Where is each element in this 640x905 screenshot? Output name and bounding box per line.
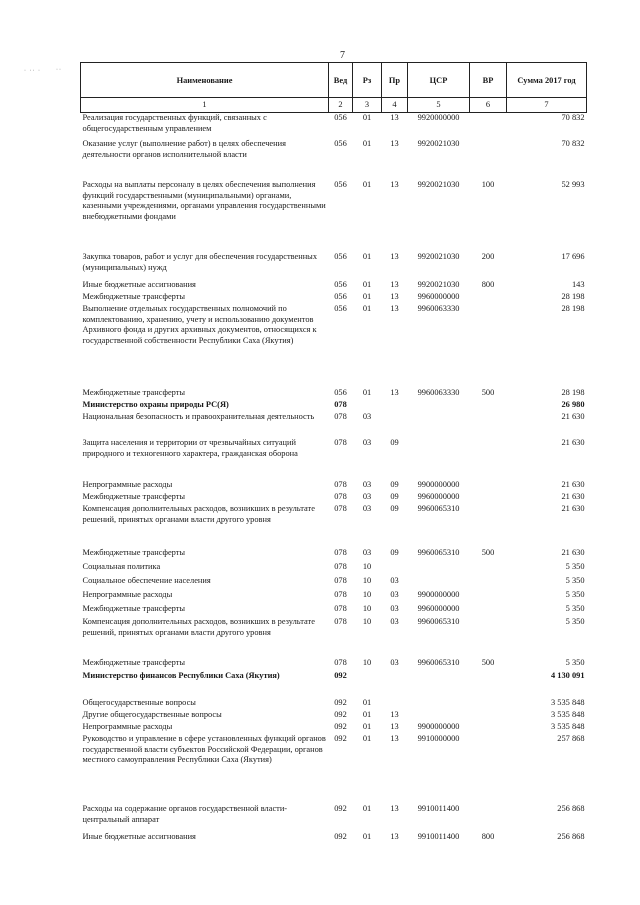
- column-number: 2: [329, 98, 353, 113]
- page-number: 7: [340, 50, 345, 61]
- cell-rz: 01: [362, 113, 372, 122]
- cell-rz: 01: [362, 722, 372, 731]
- cell-pr: 09: [390, 480, 399, 489]
- cell-sum: 21 630: [561, 492, 585, 501]
- cell-vr: [470, 671, 507, 698]
- cell-sum: 21 630: [561, 480, 585, 489]
- cell-pr: 13: [390, 388, 399, 397]
- cell-pr: [382, 698, 408, 710]
- cell-csr: [408, 576, 470, 590]
- cell-name: Межбюджетные трансферты: [82, 658, 186, 667]
- table-row: [81, 590, 587, 604]
- table-row: [81, 617, 587, 658]
- header-name: Наименование: [81, 63, 329, 98]
- cell-ved: 078: [334, 604, 347, 613]
- cell-csr: [408, 671, 470, 698]
- table-row: [81, 710, 587, 722]
- cell-vr: 800: [481, 280, 495, 289]
- cell-csr: 9900000000: [417, 722, 460, 731]
- cell-vr: [470, 604, 507, 617]
- cell-pr: 13: [390, 139, 399, 148]
- cell-sum: 3 535 848: [551, 710, 585, 719]
- cell-csr: 9910000000: [417, 734, 460, 743]
- cell-name: Иные бюджетные ассигнования: [82, 832, 196, 841]
- cell-vr: [470, 139, 507, 180]
- cell-csr: [408, 562, 470, 576]
- cell-vr: [470, 590, 507, 604]
- cell-vr: 100: [481, 180, 495, 189]
- cell-vr: 500: [481, 388, 495, 397]
- table-row: [81, 804, 587, 832]
- cell-ved: 078: [334, 412, 347, 421]
- column-number: 4: [382, 98, 408, 113]
- cell-name: Непрограммные расходы: [82, 722, 173, 731]
- cell-rz: 10: [362, 658, 372, 667]
- cell-name: Расходы на выплаты персоналу в целях обеспечения выполнения функций государственными (муниципальными) органами, казенными учреждениями, органами управления государственными внебюджетными фондами: [82, 180, 326, 221]
- cell-rz: 10: [362, 576, 372, 585]
- cell-sum: 256 868: [557, 832, 585, 841]
- cell-pr: 13: [390, 304, 399, 313]
- cell-sum: 21 630: [561, 548, 585, 557]
- cell-ved: 078: [334, 576, 347, 585]
- cell-csr: 9960000000: [417, 492, 460, 501]
- cell-ved: 078: [334, 562, 347, 571]
- cell-ved: 092: [334, 671, 347, 680]
- cell-vr: [470, 617, 507, 658]
- table-body: [81, 113, 587, 845]
- cell-sum: 28 198: [561, 388, 585, 397]
- cell-sum: 257 868: [557, 734, 585, 743]
- cell-csr: [408, 438, 470, 480]
- header-csr: ЦСР: [408, 63, 470, 98]
- cell-ved: 092: [334, 734, 347, 743]
- cell-name: Межбюджетные трансферты: [82, 388, 186, 397]
- cell-name: Расходы на содержание органов государственной власти- центральный аппарат: [82, 804, 288, 824]
- column-number-row: [81, 98, 587, 113]
- table-header: [81, 63, 587, 113]
- cell-rz: [353, 671, 382, 698]
- cell-vr: [470, 504, 507, 548]
- cell-vr: [470, 304, 507, 388]
- cell-sum: 21 630: [561, 438, 585, 447]
- cell-sum: 28 198: [561, 292, 585, 301]
- cell-name: Социальное обеспечение населения: [82, 576, 211, 585]
- cell-pr: 03: [390, 617, 399, 626]
- cell-vr: [470, 412, 507, 438]
- cell-rz: 01: [362, 280, 372, 289]
- cell-rz: 03: [362, 438, 372, 447]
- cell-vr: [470, 480, 507, 492]
- cell-sum: 3 535 848: [551, 698, 585, 707]
- header-pr: Пр: [382, 63, 408, 98]
- cell-csr: 9920021030: [417, 280, 460, 289]
- table-row: [81, 400, 587, 412]
- cell-csr: 9960000000: [417, 292, 460, 301]
- cell-csr: 9900000000: [417, 590, 460, 599]
- cell-pr: [382, 412, 408, 438]
- table-row: [81, 438, 587, 480]
- table-row: [81, 480, 587, 492]
- cell-rz: 01: [362, 734, 372, 743]
- cell-rz: 01: [362, 292, 372, 301]
- cell-pr: [382, 671, 408, 698]
- cell-ved: 056: [334, 252, 347, 261]
- cell-rz: 01: [362, 710, 372, 719]
- cell-name: Руководство и управление в сфере установленных функций органов государственной власти субъектов Российской Федерации, органов местного самоуправления Республики Саха (Якутия): [82, 734, 326, 764]
- scan-artifact: ··: [56, 67, 62, 73]
- cell-vr: [470, 492, 507, 504]
- cell-rz: 01: [362, 252, 372, 261]
- cell-csr: 9960063330: [417, 304, 460, 313]
- cell-ved: 056: [334, 304, 347, 313]
- cell-ved: 078: [334, 492, 347, 501]
- cell-pr: 13: [390, 280, 399, 289]
- cell-ved: 078: [334, 400, 347, 409]
- cell-vr: [470, 710, 507, 722]
- cell-vr: [470, 438, 507, 480]
- table-row: [81, 734, 587, 804]
- table-row: [81, 548, 587, 562]
- cell-csr: 9960065310: [417, 617, 460, 626]
- cell-name: Непрограммные расходы: [82, 480, 173, 489]
- cell-rz: 01: [362, 180, 372, 189]
- cell-csr: 9960065310: [417, 658, 460, 667]
- cell-csr: 9960000000: [417, 604, 460, 613]
- table-row: [81, 604, 587, 617]
- cell-sum: 3 535 848: [551, 722, 585, 731]
- cell-pr: 13: [390, 722, 399, 731]
- cell-vr: 200: [481, 252, 495, 261]
- table-row: [81, 492, 587, 504]
- cell-sum: 5 350: [565, 576, 585, 585]
- cell-sum: 28 198: [561, 304, 585, 313]
- cell-sum: 70 832: [561, 139, 585, 148]
- cell-ved: 056: [334, 280, 347, 289]
- cell-pr: 09: [390, 438, 399, 447]
- cell-rz: 03: [362, 412, 372, 421]
- cell-pr: [382, 400, 408, 412]
- cell-csr: 9910011400: [417, 832, 460, 841]
- table-row: [81, 304, 587, 388]
- cell-sum: 52 993: [561, 180, 585, 189]
- table-row: [81, 832, 587, 844]
- cell-rz: 10: [362, 604, 372, 613]
- cell-vr: [470, 698, 507, 710]
- cell-rz: 10: [362, 617, 372, 626]
- header-vr: ВР: [470, 63, 507, 98]
- cell-ved: 056: [334, 139, 347, 148]
- cell-name: Компенсация дополнительных расходов, возникших в результате решений, принятых органами власти другого уровня: [82, 617, 315, 637]
- cell-vr: [470, 400, 507, 412]
- cell-csr: [408, 412, 470, 438]
- cell-csr: 9960063330: [417, 388, 460, 397]
- cell-name: Министерство финансов Республики Саха (Якутия): [82, 671, 280, 680]
- cell-csr: 9910011400: [417, 804, 460, 813]
- cell-ved: 092: [334, 710, 347, 719]
- cell-csr: 9920021030: [417, 180, 460, 189]
- cell-rz: 01: [362, 139, 372, 148]
- cell-ved: 056: [334, 113, 347, 122]
- cell-pr: 09: [390, 492, 399, 501]
- cell-ved: 056: [334, 180, 347, 189]
- table-row: [81, 698, 587, 710]
- table-row: [81, 252, 587, 280]
- cell-vr: [470, 113, 507, 140]
- cell-pr: 13: [390, 710, 399, 719]
- table-row: [81, 504, 587, 548]
- cell-rz: 01: [362, 304, 372, 313]
- scan-artifact: · ·· ·: [24, 68, 41, 74]
- cell-name: Иные бюджетные ассигнования: [82, 280, 196, 289]
- cell-pr: 13: [390, 180, 399, 189]
- cell-csr: [408, 400, 470, 412]
- cell-csr: [408, 698, 470, 710]
- cell-name: Выполнение отдельных государственных полномочий по комплектованию, хранению, учету и использованию документов Архивного фонда и других архивных документов, относящихся к государственной собственности Республики Саха (Якутия): [82, 304, 317, 345]
- cell-vr: 800: [481, 832, 495, 841]
- cell-pr: 13: [390, 804, 399, 813]
- cell-sum: 143: [571, 280, 585, 289]
- cell-sum: 26 980: [561, 400, 585, 409]
- table-row: [81, 139, 587, 180]
- column-number: 5: [408, 98, 470, 113]
- cell-csr: [408, 710, 470, 722]
- cell-rz: 10: [362, 590, 372, 599]
- cell-ved: 078: [334, 548, 347, 557]
- cell-sum: 5 350: [565, 658, 585, 667]
- cell-pr: 13: [390, 832, 399, 841]
- cell-rz: 01: [362, 698, 372, 707]
- cell-ved: 078: [334, 480, 347, 489]
- cell-ved: 092: [334, 832, 347, 841]
- cell-sum: 17 696: [561, 252, 585, 261]
- table-row: [81, 292, 587, 304]
- cell-pr: 03: [390, 590, 399, 599]
- cell-name: Межбюджетные трансферты: [82, 292, 186, 301]
- cell-ved: 078: [334, 504, 347, 513]
- header-sum: Сумма 2017 год: [507, 63, 587, 98]
- cell-rz: 03: [362, 492, 372, 501]
- table-row: [81, 671, 587, 698]
- cell-name: Межбюджетные трансферты: [82, 604, 186, 613]
- cell-ved: 078: [334, 590, 347, 599]
- cell-rz: 03: [362, 480, 372, 489]
- cell-ved: 078: [334, 438, 347, 447]
- cell-sum: 4 130 091: [551, 671, 585, 680]
- cell-vr: 500: [481, 658, 495, 667]
- cell-csr: 9960065310: [417, 548, 460, 557]
- cell-rz: 01: [362, 388, 372, 397]
- cell-name: Межбюджетные трансферты: [82, 492, 186, 501]
- cell-sum: 5 350: [565, 604, 585, 613]
- column-number: 1: [81, 98, 329, 113]
- cell-vr: [470, 292, 507, 304]
- table-row: [81, 388, 587, 400]
- cell-pr: 09: [390, 504, 399, 513]
- cell-pr: [382, 562, 408, 576]
- table-row: [81, 562, 587, 576]
- cell-sum: 5 350: [565, 617, 585, 626]
- cell-pr: 09: [390, 548, 399, 557]
- cell-name: Общегосударственные вопросы: [82, 698, 196, 707]
- budget-table: [80, 62, 587, 844]
- cell-ved: 056: [334, 292, 347, 301]
- table-row: [81, 658, 587, 671]
- cell-name: Защита населения и территории от чрезвычайных ситуаций природного и техногенного характера, гражданская оборона: [82, 438, 298, 458]
- column-number: 3: [353, 98, 382, 113]
- cell-csr: 9920021030: [417, 139, 460, 148]
- cell-pr: 13: [390, 734, 399, 743]
- cell-vr: [470, 804, 507, 832]
- header-rz: Рз: [353, 63, 382, 98]
- cell-name: Непрограммные расходы: [82, 590, 173, 599]
- cell-name: Оказание услуг (выполнение работ) в целях обеспечения деятельности органов исполнительной власти: [82, 139, 286, 159]
- cell-name: Социальная политика: [82, 562, 161, 571]
- cell-sum: 5 350: [565, 590, 585, 599]
- table-row: [81, 722, 587, 734]
- cell-ved: 078: [334, 617, 347, 626]
- column-number: 7: [507, 98, 587, 113]
- table-row: [81, 412, 587, 438]
- cell-rz: 03: [362, 504, 372, 513]
- cell-name: Закупка товаров, работ и услуг для обеспечения государственных (муниципальных) нужд: [82, 252, 318, 272]
- cell-csr: 9960065310: [417, 504, 460, 513]
- cell-ved: 092: [334, 804, 347, 813]
- table-row: [81, 576, 587, 590]
- cell-csr: 9920000000: [417, 113, 460, 122]
- cell-sum: 70 832: [561, 113, 585, 122]
- cell-vr: [470, 576, 507, 590]
- cell-pr: 13: [390, 292, 399, 301]
- cell-pr: 13: [390, 113, 399, 122]
- header-row: [81, 63, 587, 98]
- cell-vr: [470, 734, 507, 804]
- cell-sum: 5 350: [565, 562, 585, 571]
- cell-name: Межбюджетные трансферты: [82, 548, 186, 557]
- table-row: [81, 180, 587, 252]
- cell-sum: 256 868: [557, 804, 585, 813]
- header-ved: Вед: [329, 63, 353, 98]
- cell-csr: 9900000000: [417, 480, 460, 489]
- cell-name: Компенсация дополнительных расходов, возникших в результате решений, принятых органами власти другого уровня: [82, 504, 315, 524]
- cell-csr: 9920021030: [417, 252, 460, 261]
- cell-vr: [470, 722, 507, 734]
- cell-pr: 03: [390, 576, 399, 585]
- cell-rz: 01: [362, 832, 372, 841]
- cell-name: Министерство охраны природы РС(Я): [82, 400, 229, 409]
- cell-name: Реализация государственных функций, связанных с общегосударственным управлением: [82, 113, 267, 133]
- cell-pr: 03: [390, 604, 399, 613]
- cell-vr: [470, 562, 507, 576]
- cell-ved: 092: [334, 722, 347, 731]
- cell-pr: 13: [390, 252, 399, 261]
- table-row: [81, 280, 587, 292]
- cell-name: Национальная безопасность и правоохранительная деятельность: [82, 412, 315, 421]
- cell-ved: 092: [334, 698, 347, 707]
- table-row: [81, 113, 587, 140]
- cell-name: Другие общегосударственные вопросы: [82, 710, 222, 719]
- cell-vr: 500: [481, 548, 495, 557]
- cell-sum: 21 630: [561, 504, 585, 513]
- cell-rz: 03: [362, 548, 372, 557]
- cell-sum: 21 630: [561, 412, 585, 421]
- column-number: 6: [470, 98, 507, 113]
- cell-rz: 10: [362, 562, 372, 571]
- cell-pr: 03: [390, 658, 399, 667]
- cell-rz: [353, 400, 382, 412]
- cell-ved: 078: [334, 658, 347, 667]
- cell-ved: 056: [334, 388, 347, 397]
- cell-rz: 01: [362, 804, 372, 813]
